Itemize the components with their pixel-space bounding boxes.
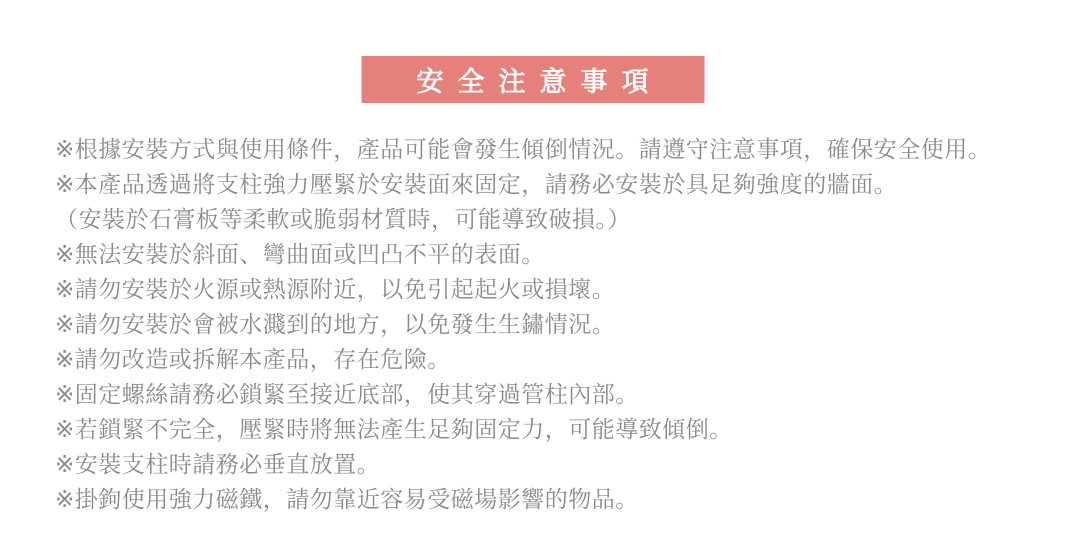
safety-note-line: ※若鎖緊不完全，壓緊時將無法產生足夠固定力，可能導致傾倒。: [55, 416, 733, 442]
safety-title-banner: [361, 56, 704, 103]
safety-notes-list: [55, 132, 1045, 517]
safety-note-line: ※本產品透過將支柱強力壓緊於安裝面來固定，請務必安裝於具足夠強度的牆面。: [55, 171, 898, 197]
page-title: 安全注意事項: [416, 67, 663, 97]
safety-note-line: ※請勿安裝於會被水濺到的地方，以免發生生鏽情況。: [55, 311, 616, 337]
safety-note-line: ※請勿改造或拆解本產品，存在危險。: [55, 346, 451, 372]
safety-note-line: ※安裝支柱時請務必垂直放置。: [55, 451, 381, 477]
safety-note-line: ※根據安裝方式與使用條件，產品可能會發生傾倒情況。請遵守注意事項，確保安全使用。: [55, 136, 992, 162]
safety-note-line: ※請勿安裝於火源或熱源附近，以免引起起火或損壞。: [55, 276, 616, 302]
safety-note-line: ※無法安裝於斜面、彎曲面或凹凸不平的表面。: [55, 241, 545, 267]
safety-note-line: （安裝於石膏板等柔軟或脆弱材質時，可能導致破損。）: [55, 206, 631, 232]
safety-note-line: ※固定螺絲請務必鎖緊至接近底部，使其穿過管柱內部。: [55, 381, 639, 407]
safety-note-line: ※掛鉤使用強力磁鐵，請勿靠近容易受磁場影響的物品。: [55, 486, 639, 512]
